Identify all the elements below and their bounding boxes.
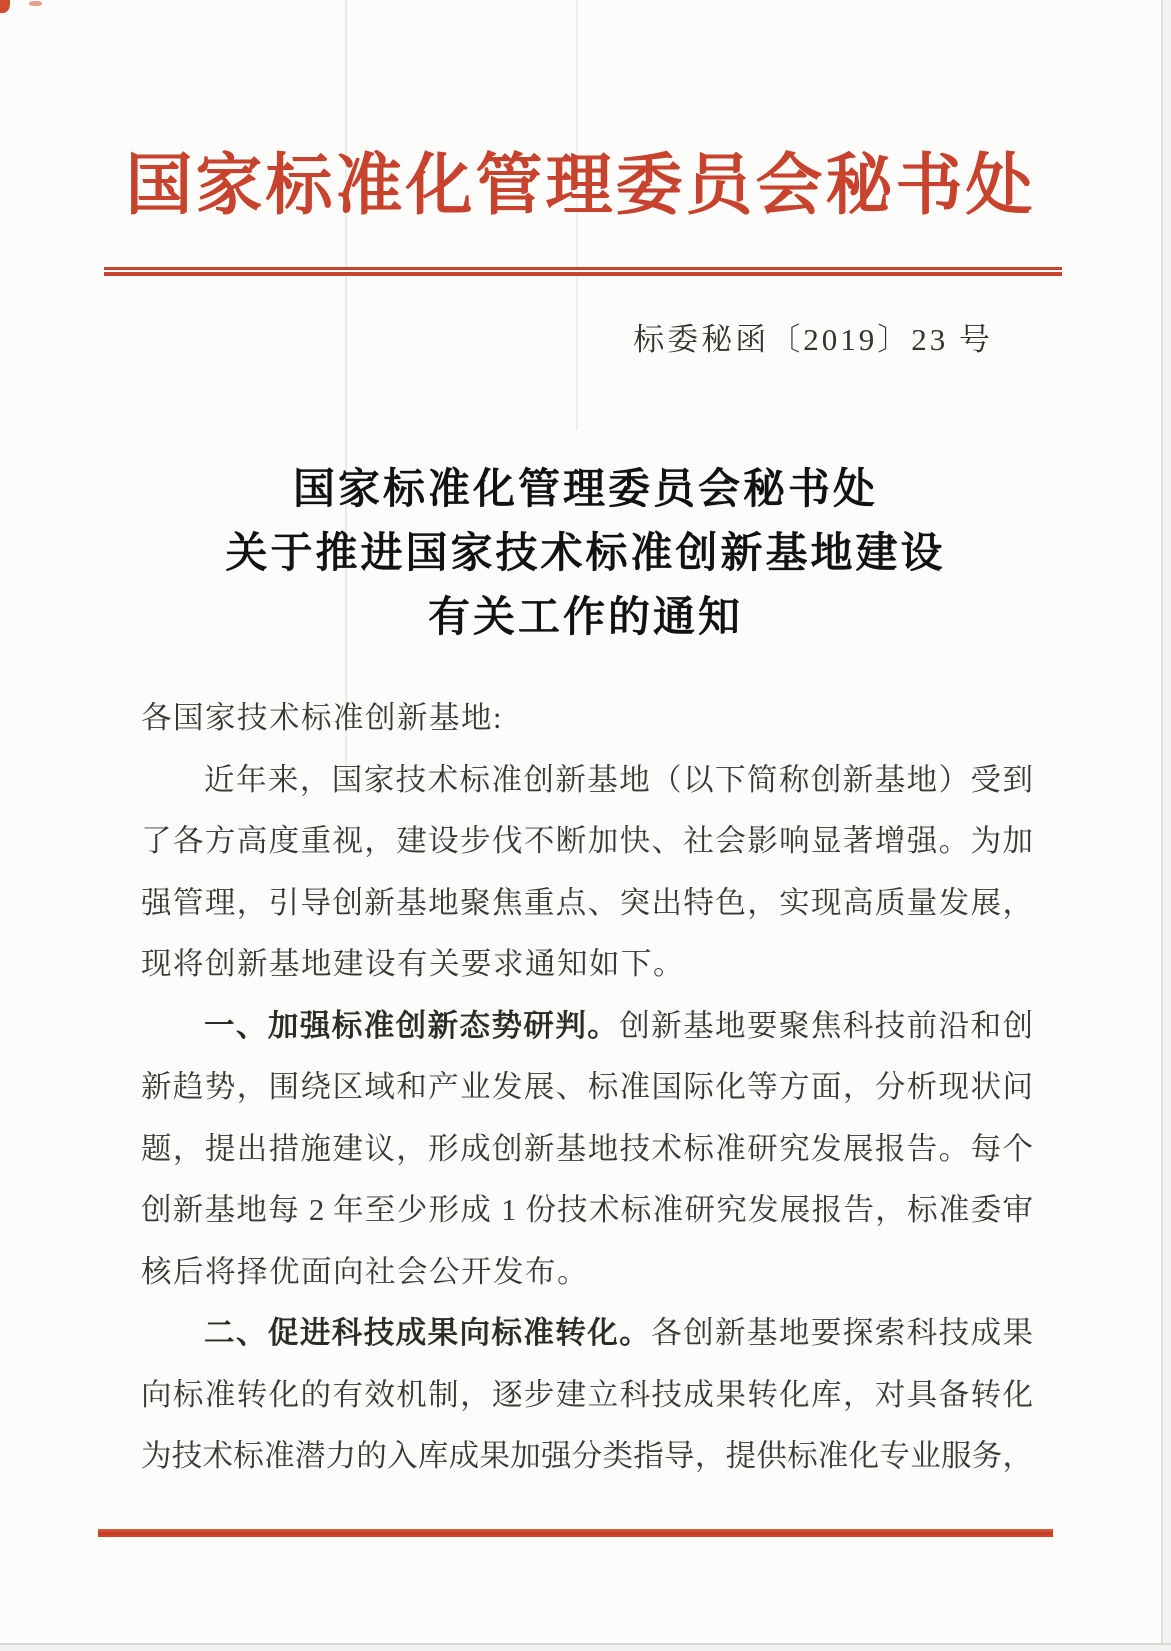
body-line <box>141 873 1033 935</box>
body-line-bold-lead: 二、促进科技成果向标准转化。 <box>204 1316 652 1350</box>
body-line-text: 题，提出措施建议，形成创新基地技术标准研究发展报告。每个 <box>141 1131 1033 1166</box>
document-title <box>0 458 1171 650</box>
document-title-line-1: 国家标准化管理委员会秘书处 <box>292 467 878 513</box>
paper-crease-left <box>345 0 347 775</box>
body-line-text: 近年来，国家技术标准创新基地（以下简称创新基地）受到 <box>204 762 1033 797</box>
body-line <box>141 1303 1033 1365</box>
body-line-text: 强管理，引导创新基地聚焦重点、突出特色，实现高质量发展， <box>141 885 1033 920</box>
letterhead-title: 国家标准化管理委员会秘书处 <box>125 149 1036 223</box>
document-title-line-2: 关于推进国家技术标准创新基地建设 <box>225 531 946 577</box>
body-line <box>141 750 1033 812</box>
body-line <box>141 1242 1033 1304</box>
page-bottom-edge <box>0 1643 1171 1645</box>
body <box>141 688 1033 1488</box>
body-line-text: 向标准转化的有效机制，逐步建立科技成果转化库，对具备转化 <box>141 1377 1033 1412</box>
body-line-bold-lead: 一、加强标准创新态势研判。 <box>204 1008 620 1043</box>
body-line <box>141 996 1033 1058</box>
body-line <box>141 688 1033 750</box>
body-line-text: 各创新基地要探索科技成果 <box>651 1316 1034 1350</box>
page-right-edge <box>1161 0 1163 1651</box>
body-line <box>141 1426 1033 1488</box>
page-right-margin <box>1163 0 1171 1651</box>
body-line-text: 了各方高度重视，建设步伐不断加快、社会影响显著增强。为加 <box>141 824 1033 858</box>
body-line <box>141 1057 1033 1119</box>
body-line-text: 创新基地每 2 年至少形成 1 份技术标准研究发展报告，标准委审 <box>141 1193 1033 1227</box>
body-line-text: 新趋势，围绕区域和产业发展、标准国际化等方面，分析现状问 <box>141 1070 1033 1104</box>
body-line-text: 核后将择优面向社会公开发布。 <box>141 1254 589 1289</box>
body-line <box>141 1180 1033 1242</box>
body-line-text: 为技术标准潜力的入库成果加强分类指导，提供标准化专业服务， <box>141 1439 1033 1473</box>
document-number: 标委秘函〔2019〕23 号 <box>633 322 993 357</box>
body-line <box>141 811 1033 873</box>
scan-speck-corner <box>0 0 10 13</box>
page-bottom-margin <box>0 1645 1171 1651</box>
document-title-line-3: 有关工作的通知 <box>427 595 743 641</box>
body-line <box>141 1119 1033 1181</box>
scan-speck-top <box>29 1 42 6</box>
letterhead-double-rule <box>104 267 1062 276</box>
body-line-text: 现将创新基地建设有关要求通知如下。 <box>141 947 685 981</box>
body-line <box>141 1365 1033 1427</box>
body-line <box>141 934 1033 996</box>
footer-rule <box>98 1529 1053 1537</box>
body-line-text: 各国家技术标准创新基地: <box>141 701 503 735</box>
body-line-text: 创新基地要聚焦科技前沿和创 <box>619 1008 1034 1043</box>
